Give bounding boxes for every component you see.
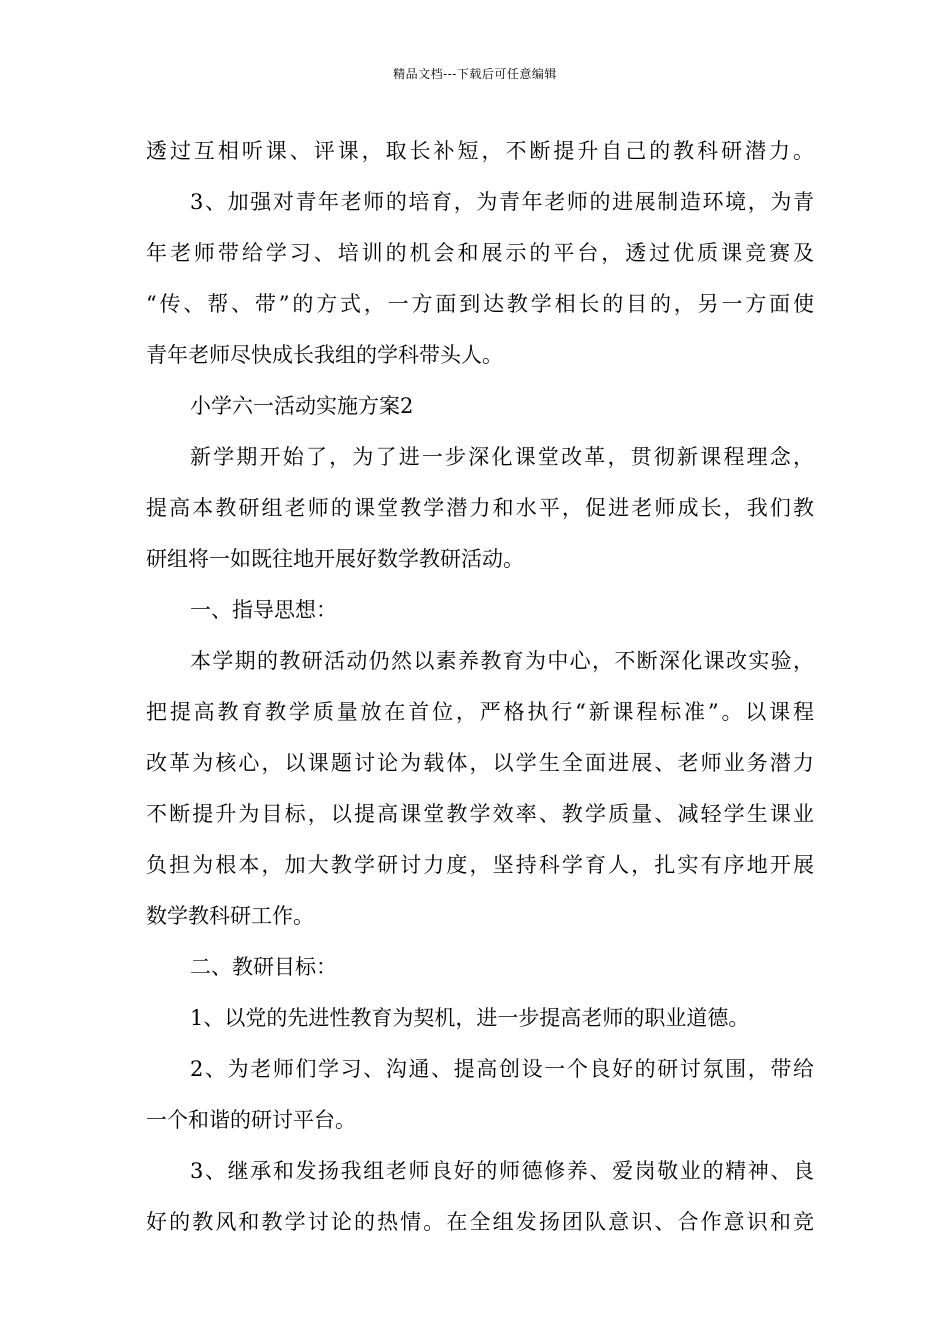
text-line: 把提高教育教学质量放在首位，严格执行“新课程标准”。以课程 bbox=[146, 700, 814, 724]
text-line: 研组将一如既往地开展好数学教研活动。 bbox=[146, 547, 524, 571]
text-line: 1、以党的先进性教育为契机，进一步提高老师的职业道德。 bbox=[190, 1006, 750, 1030]
text-line: “传、帮、带”的方式，一方面到达教学相长的目的，另一方面使 bbox=[146, 292, 814, 316]
document-body bbox=[146, 126, 814, 1248]
text-line: 不断提升为目标，以提高课堂教学效率、教学质量、减轻学生课业 bbox=[146, 802, 814, 826]
section-heading: 一、指导思想： bbox=[190, 598, 337, 622]
text-line: 青年老师尽快成长我组的学科带头人。 bbox=[146, 343, 503, 367]
text-line: 数学教科研工作。 bbox=[146, 904, 314, 928]
section-heading: 二、教研目标： bbox=[190, 955, 337, 979]
page-header: 精品文档---下载后可任意编辑 bbox=[393, 67, 557, 81]
text-line: 一个和谐的研讨平台。 bbox=[146, 1108, 356, 1132]
text-line: 3、继承和发扬我组老师良好的师德修养、爱岗敬业的精神、良 bbox=[190, 1159, 814, 1183]
text-line: 透过互相听课、评课，取长补短，不断提升自己的教科研潜力。 bbox=[146, 139, 814, 163]
text-line: 好的教风和教学讨论的热情。在全组发扬团队意识、合作意识和竞 bbox=[146, 1210, 814, 1234]
text-line: 本学期的教研活动仍然以素养教育为中心，不断深化课改实验， bbox=[190, 649, 814, 673]
text-line: 2、为老师们学习、沟通、提高创设一个良好的研讨氛围，带给 bbox=[190, 1057, 814, 1081]
text-line: 提高本教研组老师的课堂教学潜力和水平，促进老师成长，我们教 bbox=[146, 496, 814, 520]
section-title: 小学六一活动实施方案2 bbox=[190, 394, 414, 418]
text-line: 新学期开始了，为了进一步深化课堂改革，贯彻新课程理念， bbox=[190, 445, 814, 469]
text-line: 负担为根本，加大教学研讨力度，坚持科学育人，扎实有序地开展 bbox=[146, 853, 814, 877]
text-line: 年老师带给学习、培训的机会和展示的平台，透过优质课竞赛及 bbox=[146, 241, 814, 265]
text-line: 改革为核心，以课题讨论为载体，以学生全面进展、老师业务潜力 bbox=[146, 751, 814, 775]
text-line: 3、加强对青年老师的培育，为青年老师的进展制造环境，为青 bbox=[190, 190, 814, 214]
